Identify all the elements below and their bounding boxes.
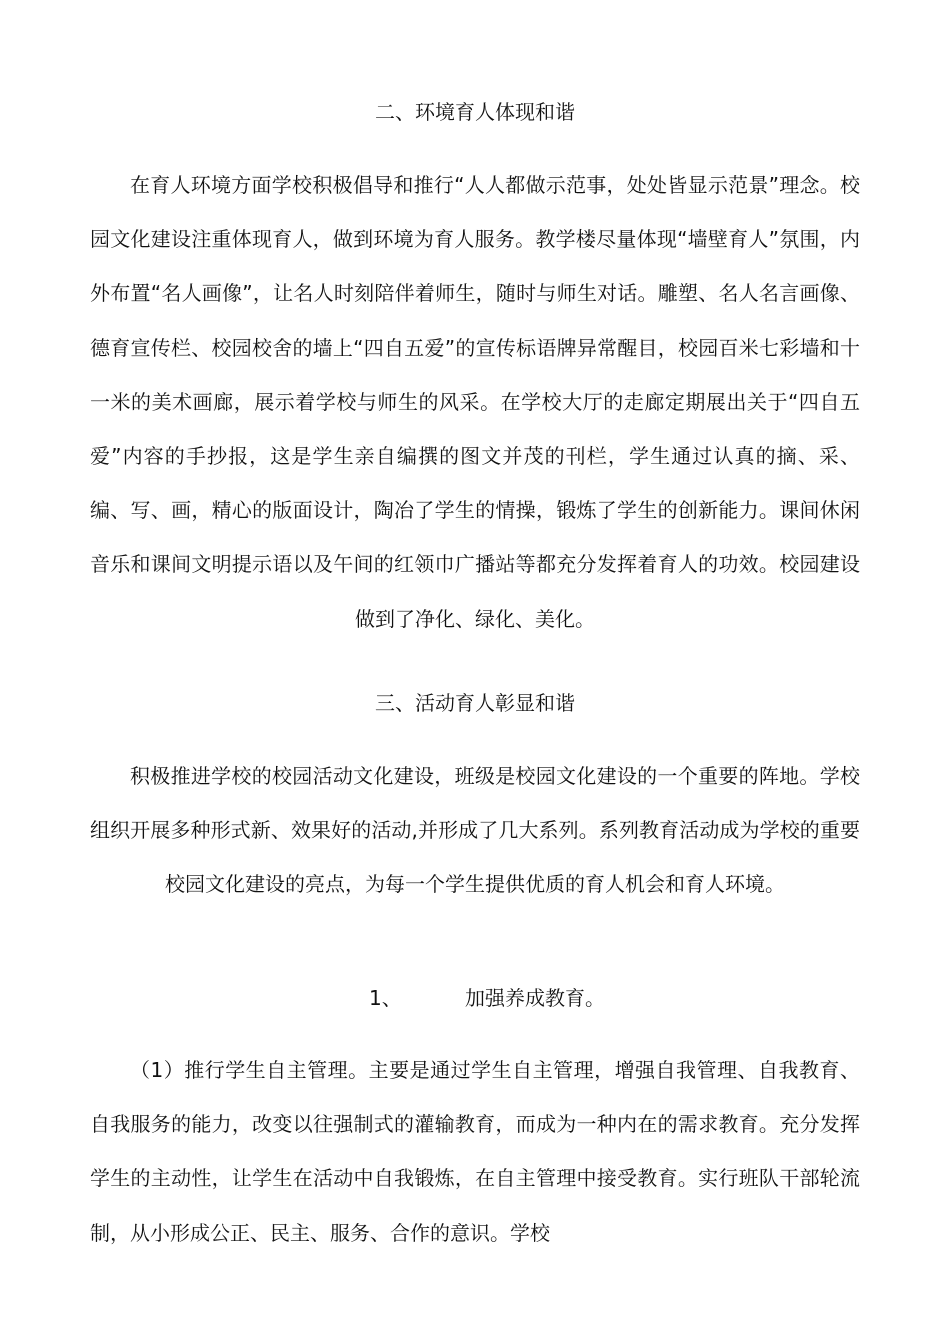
section-heading-environment: 二、环境育人体现和谐 [375,100,575,124]
section-paragraph-activity: 积极推进学校的校园活动文化建设，班级是校园文化建设的一个重要的阵地。学校组织开展多种形式新、效果好的活动,并形成了几大系列。系列教育活动成为学校的重要校园文化建设的亮点，为每一个学生提供优质的育人机会和育人环境。 [90,764,860,897]
section-heading-activity: 三、活动育人彰显和谐 [375,691,575,715]
numbered-item-number: 1、 [369,986,402,1010]
numbered-item-title: 加强养成教育。 [465,986,605,1010]
sub-paragraph-self-management: （1）推行学生自主管理。主要是通过学生自主管理，增强自我管理、自我教育、自我服务的能力，改变以往强制式的灌输教育，而成为一种内在的需求教育。充分发挥学生的主动性，让学生在活动中自我锻炼，在自主管理中接受教育。实行班队干部轮流制，从小形成公正、民主、服务、合作的意识。学校 [90,1058,860,1245]
section-paragraph-environment: 在育人环境方面学校积极倡导和推行“人人都做示范事，处处皆显示范景”理念。校园文化建设注重体现育人，做到环境为育人服务。教学楼尽量体现“墙壁育人”氛围，内外布置“名人画像”，让名人时刻陪伴着师生，随时与师生对话。雕塑、名人名言画像、德育宣传栏、校园校舍的墙上“四自五爱”的宣传标语牌异常醒目，校园百米七彩墙和十一米的美术画廊，展示着学校与师生的风采。在学校大厅的走廊定期展出关于“四自五爱”内容的手抄报，这是学生亲自编撰的图文并茂的刊栏，学生通过认真的摘、采、编、写、画，精心的版面设计，陶冶了学生的情操，锻炼了学生的创新能力。课间休闲音乐和课间文明提示语以及午间的红领巾广播站等都充分发挥着育人的功效。校园建设做到了净化、绿化、美化。 [90,173,860,631]
